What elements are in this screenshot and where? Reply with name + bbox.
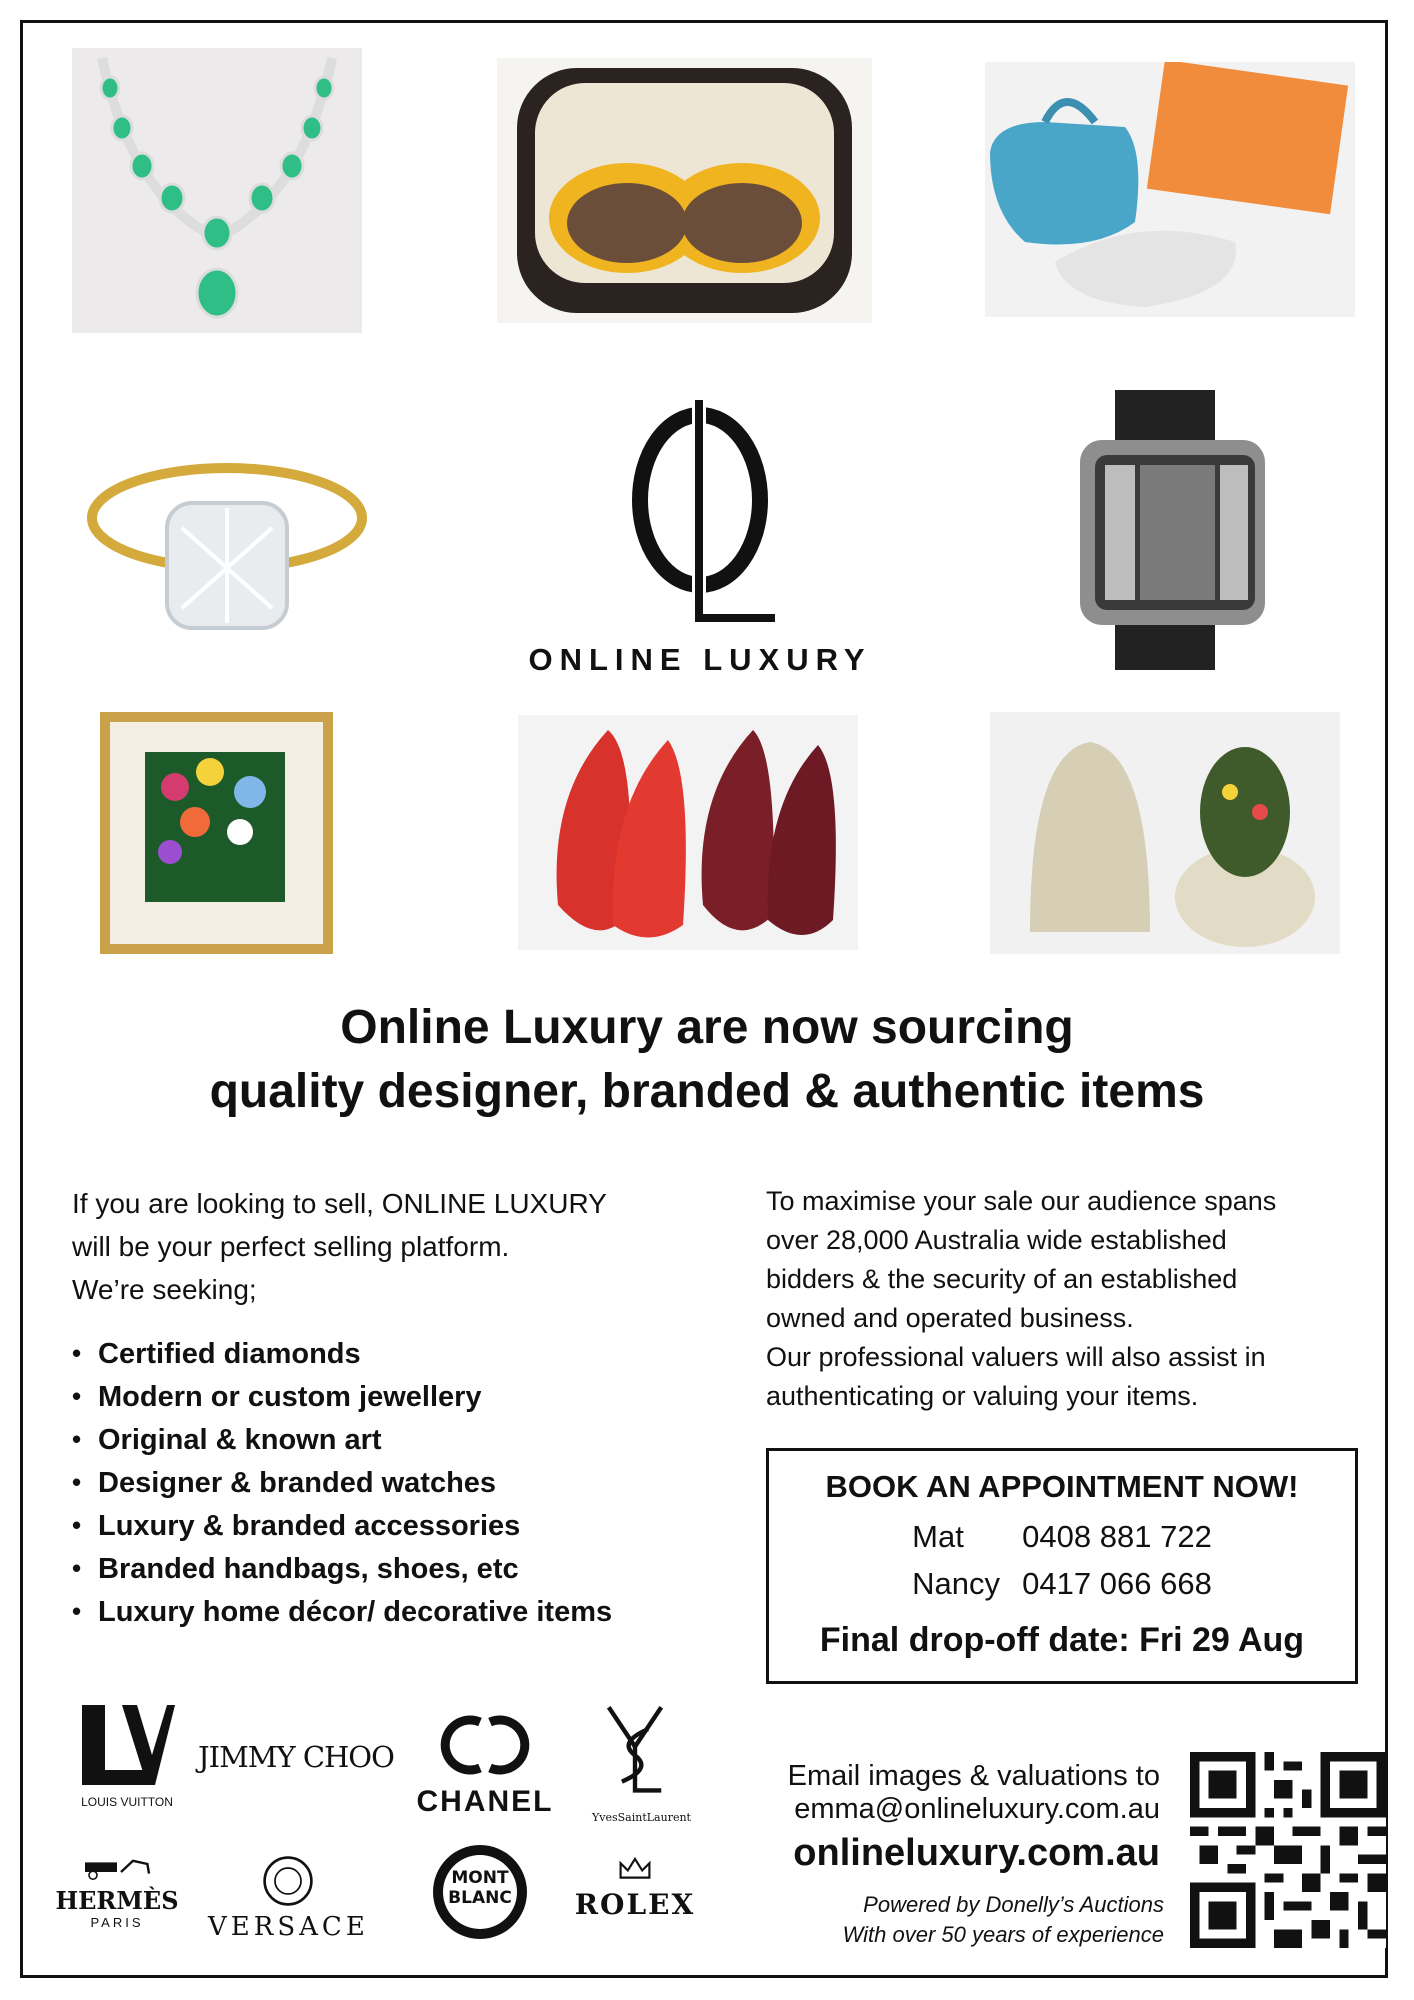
intro-text	[72, 1182, 692, 1311]
audience-line-6: authenticating or valuing your items.	[766, 1381, 1199, 1411]
brand-wordmark: ONLINE LUXURY	[528, 642, 872, 677]
audience-line-2: over 28,000 Australia wide established	[766, 1225, 1227, 1255]
hermes-carriage-icon	[77, 1855, 157, 1881]
louis-vuitton-logo	[72, 1700, 182, 1809]
crown-icon	[617, 1855, 653, 1883]
powered-line-1: Powered by Donelly’s Auctions	[863, 1892, 1164, 1917]
montblanc-wordmark-2: BLANC	[448, 1888, 512, 1908]
contact-name: Nancy	[912, 1566, 1001, 1601]
versace-wordmark: VERSACE	[208, 1912, 369, 1942]
list-item: • Branded handbags, shoes, etc	[72, 1548, 612, 1591]
headline-line-1: Online Luxury are now sourcing	[340, 1001, 1074, 1054]
audience-text	[766, 1182, 1346, 1416]
montblanc-logo	[430, 1842, 530, 1942]
audience-line-5: Our professional valuers will also assist in	[766, 1342, 1266, 1372]
emerald-necklace-photo	[72, 48, 362, 333]
jimmy-choo-logo: JIMMY CHOO	[198, 1740, 394, 1774]
powered-line-2: With over 50 years of experience	[842, 1922, 1164, 1947]
lv-monogram-icon	[77, 1700, 177, 1790]
ysl-monogram-icon	[600, 1696, 670, 1806]
seeking-list	[72, 1333, 612, 1634]
email-address[interactable]: emma@onlineluxury.com.au	[794, 1793, 1160, 1825]
headline-line-2: quality designer, branded & authentic items	[209, 1065, 1205, 1118]
contact-phone[interactable]: 0417 066 668	[1022, 1566, 1212, 1601]
email-block	[740, 1760, 1160, 1875]
list-item: • Certified diamonds	[72, 1333, 612, 1376]
diamond-ring-photo	[82, 448, 372, 643]
chanel-cc-icon	[435, 1710, 535, 1780]
hermes-subtitle: PARIS	[90, 1915, 144, 1930]
ysl-logo	[592, 1696, 691, 1824]
audience-line-1: To maximise your sale our audience spans	[766, 1186, 1277, 1216]
designer-flats-photo	[518, 715, 858, 950]
ol-monogram-icon	[615, 400, 785, 630]
email-label: Email images & valuations to	[787, 1760, 1160, 1792]
luxury-watch-photo	[1075, 390, 1275, 670]
hermes-wordmark: HERMÈS	[55, 1886, 179, 1915]
booking-box	[766, 1448, 1358, 1684]
framed-painting-photo	[100, 712, 333, 954]
contact-mat	[769, 1513, 1355, 1560]
lv-wordmark: LOUIS VUITTON	[81, 1795, 173, 1809]
decorative-egg-photo	[990, 712, 1340, 954]
versace-logo	[208, 1855, 368, 1942]
intro-line-3: We’re seeking;	[72, 1274, 257, 1305]
contact-phone[interactable]: 0408 881 722	[1022, 1519, 1212, 1554]
website-link[interactable]: onlineluxury.com.au	[793, 1832, 1160, 1874]
booking-title: BOOK AN APPOINTMENT NOW!	[825, 1469, 1299, 1504]
headline	[0, 996, 1414, 1124]
contact-nancy	[769, 1560, 1355, 1607]
list-item: • Luxury home décor/ decorative items	[72, 1591, 612, 1634]
online-luxury-logo	[500, 400, 900, 690]
chanel-wordmark: CHANEL	[416, 1785, 554, 1818]
audience-line-3: bidders & the security of an established	[766, 1264, 1238, 1294]
medusa-icon	[262, 1855, 314, 1907]
designer-handbag-photo	[985, 62, 1355, 317]
list-item: • Modern or custom jewellery	[72, 1376, 612, 1419]
hermes-logo	[52, 1855, 182, 1930]
intro-line-2: will be your perfect selling platform.	[72, 1231, 510, 1262]
powered-by	[740, 1890, 1164, 1950]
designer-sunglasses-photo	[497, 58, 872, 323]
intro-line-1: If you are looking to sell, ONLINE LUXURY	[72, 1188, 607, 1219]
rolex-logo	[570, 1855, 700, 1921]
audience-line-4: owned and operated business.	[766, 1303, 1134, 1333]
rolex-wordmark: ROLEX	[574, 1888, 696, 1921]
qr-code[interactable]	[1190, 1752, 1386, 1948]
list-item: • Luxury & branded accessories	[72, 1505, 612, 1548]
list-item: • Original & known art	[72, 1419, 612, 1462]
list-item: • Designer & branded watches	[72, 1462, 612, 1505]
chanel-logo	[410, 1710, 560, 1819]
drop-off-deadline: Final drop-off date: Fri 29 Aug	[819, 1621, 1305, 1659]
qr-code-icon	[1190, 1752, 1386, 1948]
ysl-wordmark: YvesSaintLaurent	[592, 1811, 691, 1824]
contact-name: Mat	[912, 1519, 964, 1554]
montblanc-wordmark-1: MONT	[451, 1868, 509, 1888]
